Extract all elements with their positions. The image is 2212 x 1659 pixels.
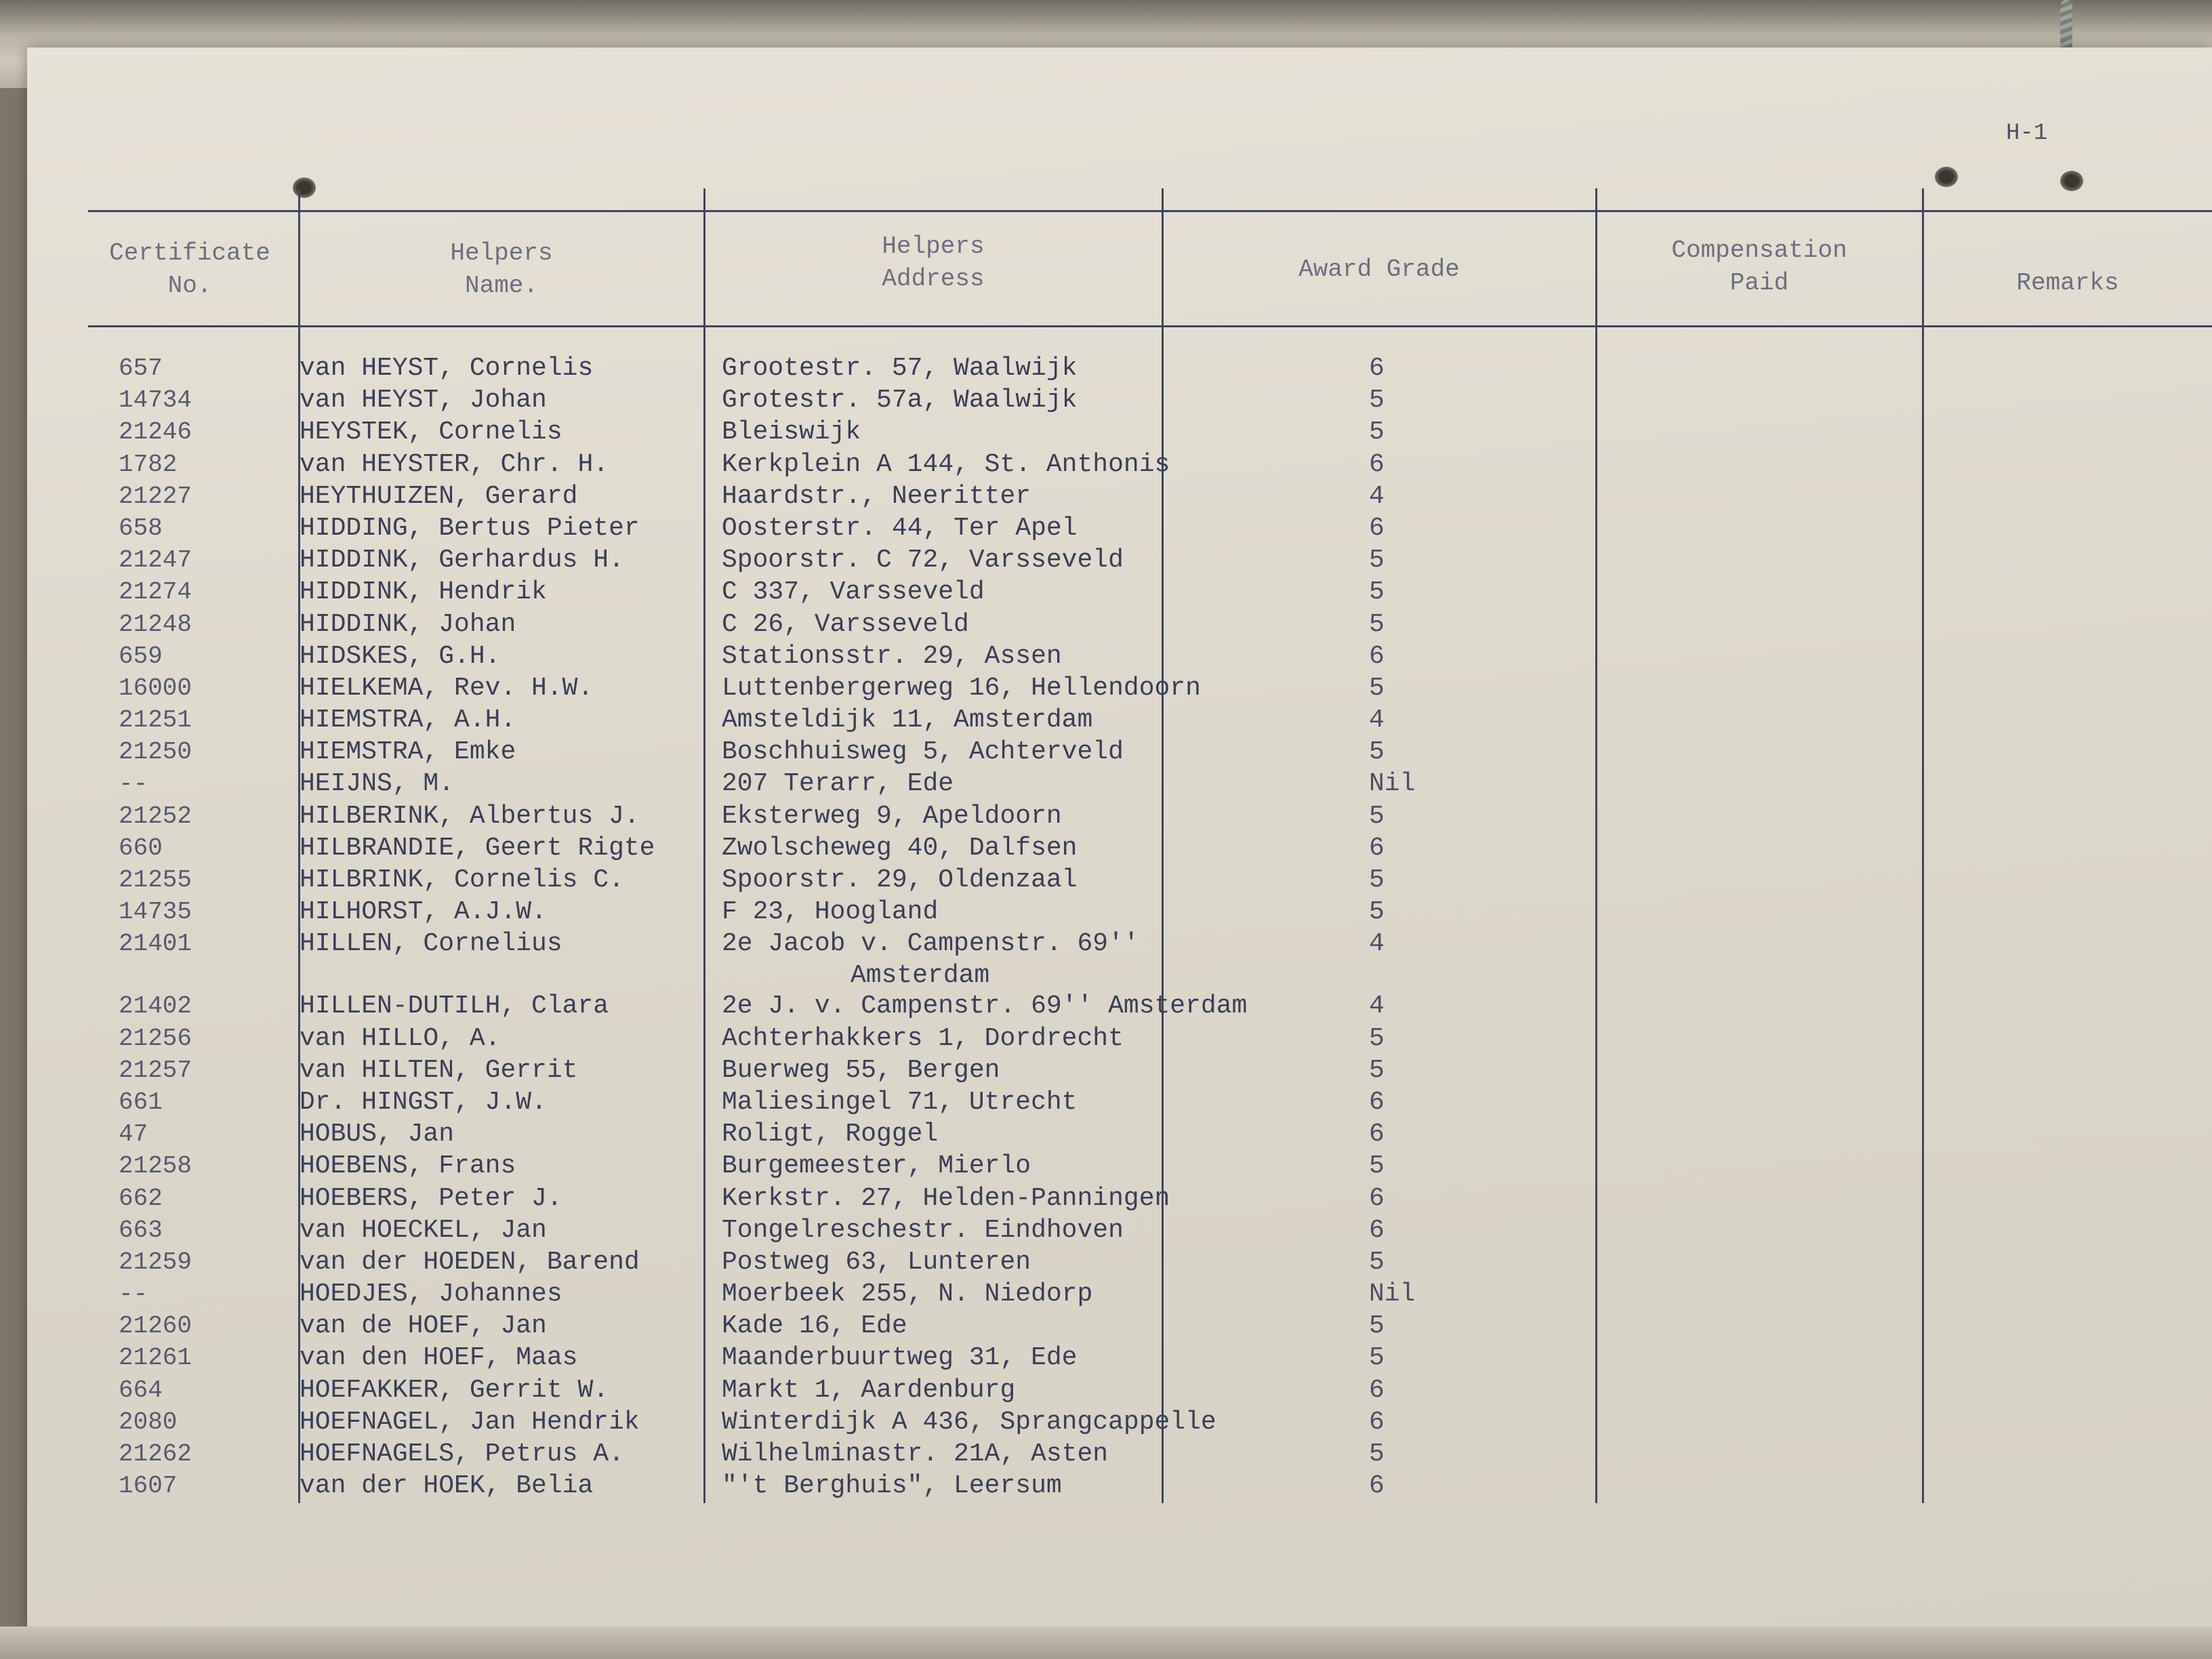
helper-address-line: Maliesingel 71, Utrecht: [722, 1087, 1078, 1117]
helper-name: HIELKEMA, Rev. H.W.: [300, 673, 594, 703]
certificate-number: --: [119, 770, 148, 798]
helper-address: [722, 1342, 1078, 1374]
award-grade: 6: [1369, 1087, 1385, 1117]
helper-name: HILBRANDIE, Geert Rigte: [300, 833, 655, 863]
helper-name: van der HOEDEN, Barend: [300, 1247, 640, 1277]
helper-address-line: Burgemeester, Mierlo: [722, 1151, 1031, 1181]
award-grade: 4: [1369, 481, 1385, 511]
table-row: [88, 672, 2212, 704]
helper-address: [722, 928, 1139, 991]
helper-address: [722, 896, 938, 928]
certificate-number: 21262: [119, 1440, 192, 1468]
helper-name: HIDDING, Bertus Pieter: [300, 513, 640, 543]
helper-address: [722, 736, 1124, 768]
table-row: [88, 1406, 2212, 1438]
award-grade: 6: [1369, 354, 1385, 383]
helper-address-line: Kade 16, Ede: [722, 1311, 907, 1341]
helper-address: [722, 1150, 1031, 1182]
award-grade: 5: [1369, 1343, 1385, 1373]
helper-name: HIEMSTRA, A.H.: [300, 705, 516, 735]
header-bottom-rule: [88, 325, 2212, 327]
award-grade: 5: [1369, 417, 1385, 447]
helper-name: van HILLO, A.: [300, 1023, 501, 1053]
certificate-number: 21261: [119, 1344, 192, 1372]
award-grade: 5: [1369, 673, 1385, 703]
binder-bottom-edge: [0, 1626, 2212, 1659]
helper-address-line: 207 Terarr, Ede: [722, 769, 954, 799]
helper-address-line: Maanderbuurtweg 31, Ede: [722, 1343, 1078, 1373]
header-certificate-no: Certificate No.: [109, 239, 270, 300]
table-row: [88, 640, 2212, 672]
table-body: [88, 352, 2212, 1502]
helper-name: Dr. HINGST, J.W.: [300, 1087, 547, 1117]
certificate-number: 21250: [119, 738, 192, 766]
award-grade: 6: [1369, 641, 1385, 671]
award-grade: 4: [1369, 705, 1385, 735]
helper-address-line: Kerkplein A 144, St. Anthonis: [722, 449, 1170, 479]
helper-name: HOEFAKKER, Gerrit W.: [300, 1375, 609, 1405]
certificate-number: 21247: [119, 546, 192, 575]
helper-name: HEYTHUIZEN, Gerard: [300, 481, 578, 511]
helper-address-line: Luttenbergerweg 16, Hellendoorn: [722, 673, 1201, 703]
helper-address-line: 2e J. v. Campenstr. 69'' Amsterdam: [722, 991, 1248, 1021]
helper-address-line: Winterdijk A 436, Sprangcappelle: [722, 1407, 1216, 1437]
helper-address-line: Zwolscheweg 40, Dalfsen: [722, 833, 1078, 863]
helper-name: HEIJNS, M.: [300, 769, 455, 799]
helper-address: [722, 544, 1124, 576]
award-grade: 5: [1369, 1247, 1385, 1277]
award-grade: 5: [1369, 609, 1385, 639]
helper-address: [722, 1246, 1031, 1278]
helper-address: [722, 1406, 1216, 1438]
helper-address-line: Bleiswijk: [722, 417, 861, 447]
award-grade: 4: [1369, 991, 1385, 1021]
helper-address-line: Eksterweg 9, Apeldoorn: [722, 801, 1062, 831]
table-row: [88, 480, 2212, 512]
certificate-number: 21401: [119, 930, 192, 958]
award-grade: 6: [1369, 833, 1385, 863]
helper-address: [722, 990, 1247, 1022]
table-row: [88, 609, 2212, 640]
helper-address: [722, 1278, 1092, 1310]
helper-name: van HEYSTER, Chr. H.: [300, 449, 609, 479]
helper-address-line: Buerweg 55, Bergen: [722, 1055, 1000, 1085]
certificate-number: 662: [119, 1184, 163, 1212]
table-row: [88, 768, 2212, 800]
table-row: [88, 704, 2212, 736]
helper-address-line: Wilhelminastr. 21A, Asten: [722, 1439, 1109, 1469]
certificate-number: 21256: [119, 1024, 192, 1052]
helper-address-line: Postweg 63, Lunteren: [722, 1247, 1031, 1277]
table-row: [88, 1086, 2212, 1118]
helper-name: HILLEN-DUTILH, Clara: [300, 991, 609, 1021]
table-row: [88, 1278, 2212, 1310]
award-grade: 4: [1369, 929, 1385, 959]
helper-name: HILBERINK, Albertus J.: [300, 801, 640, 831]
helper-address: [722, 1310, 907, 1342]
helper-address-line: Moerbeek 255, N. Niedorp: [722, 1279, 1093, 1309]
helper-address: [722, 704, 1092, 736]
helper-address-line: Roligt, Roggel: [722, 1120, 939, 1149]
helper-name: HIEMSTRA, Emke: [300, 737, 516, 767]
helper-address-line: Boschhuisweg 5, Achterveld: [722, 737, 1124, 767]
table-row: [88, 1470, 2212, 1502]
certificate-number: 21255: [119, 866, 192, 894]
table-row: [88, 1342, 2212, 1374]
table-row: [88, 1374, 2212, 1406]
helper-name: HOEFNAGEL, Jan Hendrik: [300, 1407, 640, 1437]
award-grade: 5: [1369, 865, 1385, 895]
helper-name: HILLEN, Cornelius: [300, 929, 562, 959]
award-grade: 6: [1369, 1120, 1385, 1149]
helper-name: HOEFNAGELS, Petrus A.: [300, 1439, 624, 1469]
helper-address: [722, 1183, 1170, 1214]
helper-address-line: "'t Berghuis", Leersum: [722, 1471, 1062, 1501]
helper-address-line: Amsteldijk 11, Amsterdam: [722, 705, 1093, 735]
certificate-number: --: [119, 1280, 148, 1309]
table-row: [88, 1023, 2212, 1054]
helper-address-line-2: Amsterdam: [851, 961, 990, 991]
table-row: [88, 449, 2212, 480]
helper-address-line: Oosterstr. 44, Ter Apel: [722, 513, 1078, 543]
page-reference: H-1: [2006, 121, 2048, 146]
helper-address-line: Spoorstr. C 72, Varsseveld: [722, 546, 1124, 575]
table-row: [88, 512, 2212, 544]
helper-name: HIDSKES, G.H.: [300, 641, 501, 671]
helper-address: [722, 768, 954, 800]
helper-name: van HILTEN, Gerrit: [300, 1055, 578, 1085]
helper-address: [722, 384, 1078, 416]
award-grade: 6: [1369, 1375, 1385, 1405]
table-row: [88, 544, 2212, 576]
helper-name: HOEBERS, Peter J.: [300, 1183, 562, 1213]
helper-address: [722, 1438, 1108, 1470]
certificate-number: 21260: [119, 1312, 192, 1340]
award-grade: 5: [1369, 577, 1385, 607]
certificate-number: 21274: [119, 578, 192, 607]
certificate-number: 21248: [119, 610, 192, 638]
helper-address-line: Haardstr., Neeritter: [722, 481, 1031, 511]
helper-name: HILBRINK, Cornelis C.: [300, 865, 624, 895]
award-grade: 5: [1369, 1311, 1385, 1341]
table-row: [88, 1054, 2212, 1086]
helper-name: van HEYST, Cornelis: [300, 354, 594, 383]
helper-name: HEYSTEK, Cornelis: [300, 417, 562, 447]
award-grade: 5: [1369, 737, 1385, 767]
table-row: [88, 864, 2212, 896]
certificate-number: 21227: [119, 482, 192, 510]
helpers-table: [88, 183, 2212, 1511]
certificate-number: 14734: [119, 386, 192, 415]
award-grade: 6: [1369, 1471, 1385, 1501]
helper-address: [722, 609, 969, 640]
award-grade: 6: [1369, 1407, 1385, 1437]
table-row: [88, 1214, 2212, 1246]
certificate-number: 664: [119, 1376, 163, 1404]
certificate-number: 14735: [119, 898, 192, 926]
helper-address-line: 2e Jacob v. Campenstr. 69'': [722, 929, 1139, 959]
certificate-number: 21258: [119, 1152, 192, 1181]
helper-address: [722, 480, 1031, 512]
table-row: [88, 416, 2212, 448]
helper-address: [722, 1054, 1000, 1086]
helper-name: HIDDINK, Gerhardus H.: [300, 546, 624, 575]
award-grade: 5: [1369, 1023, 1385, 1053]
award-grade: 6: [1369, 513, 1385, 543]
award-grade: 6: [1369, 449, 1385, 479]
table-row: [88, 832, 2212, 864]
helper-address: [722, 800, 1062, 832]
certificate-number: 21246: [119, 418, 192, 447]
table-row: [88, 1246, 2212, 1278]
award-grade: 6: [1369, 1215, 1385, 1245]
helper-name: van den HOEF, Maas: [300, 1343, 578, 1373]
header-helpers-name: Helpers Name.: [450, 239, 553, 300]
table-row: [88, 1118, 2212, 1150]
helper-address-line: F 23, Hoogland: [722, 897, 939, 927]
helper-address-line: C 26, Varsseveld: [722, 609, 969, 639]
helper-address-line: Spoorstr. 29, Oldenzaal: [722, 865, 1078, 895]
helper-address: [722, 449, 1170, 480]
award-grade: 5: [1369, 1151, 1385, 1181]
certificate-number: 1607: [119, 1472, 178, 1500]
certificate-number: 661: [119, 1088, 163, 1116]
table-top-rule: [88, 210, 2212, 212]
helper-name: van de HOEF, Jan: [300, 1311, 547, 1341]
helper-name: HOEDJES, Johannes: [300, 1279, 562, 1309]
certificate-number: 658: [119, 514, 163, 542]
header-award-grade: Award Grade: [1298, 255, 1460, 283]
header-compensation-paid: Compensation Paid: [1671, 237, 1847, 297]
helper-address: [722, 1470, 1062, 1502]
award-grade: 5: [1369, 897, 1385, 927]
helper-address: [722, 1023, 1124, 1054]
certificate-number: 21257: [119, 1056, 192, 1084]
award-grade: 5: [1369, 386, 1385, 415]
helper-address-line: Achterhakkers 1, Dordrecht: [722, 1023, 1124, 1053]
certificate-number: 1782: [119, 450, 178, 478]
helper-name: HIDDINK, Hendrik: [300, 577, 547, 607]
table-row: [88, 736, 2212, 768]
helper-address: [722, 1086, 1078, 1118]
helper-address-line: Grotestr. 57a, Waalwijk: [722, 386, 1078, 415]
helper-address-line: Stationsstr. 29, Assen: [722, 641, 1062, 671]
certificate-number: 21402: [119, 992, 192, 1021]
helper-address: [722, 832, 1078, 864]
certificate-number: 657: [119, 354, 163, 382]
helper-address: [722, 1374, 1015, 1406]
table-row: [88, 1183, 2212, 1214]
certificate-number: 660: [119, 834, 163, 862]
table-row: [88, 1438, 2212, 1470]
helper-address: [722, 416, 861, 448]
helper-address: [722, 1118, 938, 1150]
certificate-number: 659: [119, 642, 163, 670]
helper-name: van HOECKEL, Jan: [300, 1215, 547, 1245]
table-row: [88, 352, 2212, 384]
header-helpers-address: Helpers Address: [882, 232, 985, 293]
helper-address-line: Grootestr. 57, Waalwijk: [722, 354, 1078, 383]
award-grade: 6: [1369, 1183, 1385, 1213]
certificate-number: 21259: [119, 1248, 192, 1276]
table-row: [88, 928, 2212, 990]
award-grade: 5: [1369, 1439, 1385, 1469]
award-grade: 5: [1369, 1055, 1385, 1085]
helper-name: van der HOEK, Belia: [300, 1471, 594, 1501]
helper-address: [722, 352, 1078, 384]
helper-address: [722, 640, 1062, 672]
certificate-number: 21252: [119, 802, 192, 830]
award-grade: Nil: [1369, 1279, 1416, 1309]
helper-address: [722, 1214, 1124, 1246]
helper-address: [722, 576, 985, 608]
award-grade: 5: [1369, 546, 1385, 575]
certificate-number: 47: [119, 1120, 148, 1149]
table-row: [88, 1310, 2212, 1342]
helper-name: HILHORST, A.J.W.: [300, 897, 547, 927]
table-row: [88, 896, 2212, 928]
certificate-number: 663: [119, 1216, 163, 1244]
helper-name: van HEYST, Johan: [300, 386, 547, 415]
certificate-number: 21251: [119, 706, 192, 735]
helper-address-line: Tongelreschestr. Eindhoven: [722, 1215, 1124, 1245]
table-row: [88, 990, 2212, 1022]
helper-name: HOBUS, Jan: [300, 1120, 455, 1149]
helper-address-line: Kerkstr. 27, Helden-Panningen: [722, 1183, 1170, 1213]
helper-address: [722, 672, 1201, 704]
helper-address: [722, 512, 1078, 544]
helper-address: [722, 864, 1078, 896]
certificate-number: 16000: [119, 674, 192, 702]
certificate-number: 2080: [119, 1408, 178, 1436]
award-grade: Nil: [1369, 769, 1416, 799]
table-row: [88, 1150, 2212, 1182]
table-row: [88, 384, 2212, 416]
header-remarks: Remarks: [2016, 269, 2119, 297]
helper-address-line: Markt 1, Aardenburg: [722, 1375, 1016, 1405]
award-grade: 5: [1369, 801, 1385, 831]
helper-address-line: C 337, Varsseveld: [722, 577, 985, 607]
table-row: [88, 576, 2212, 608]
helper-name: HIDDINK, Johan: [300, 609, 516, 639]
helper-name: HOEBENS, Frans: [300, 1151, 516, 1181]
table-row: [88, 800, 2212, 832]
